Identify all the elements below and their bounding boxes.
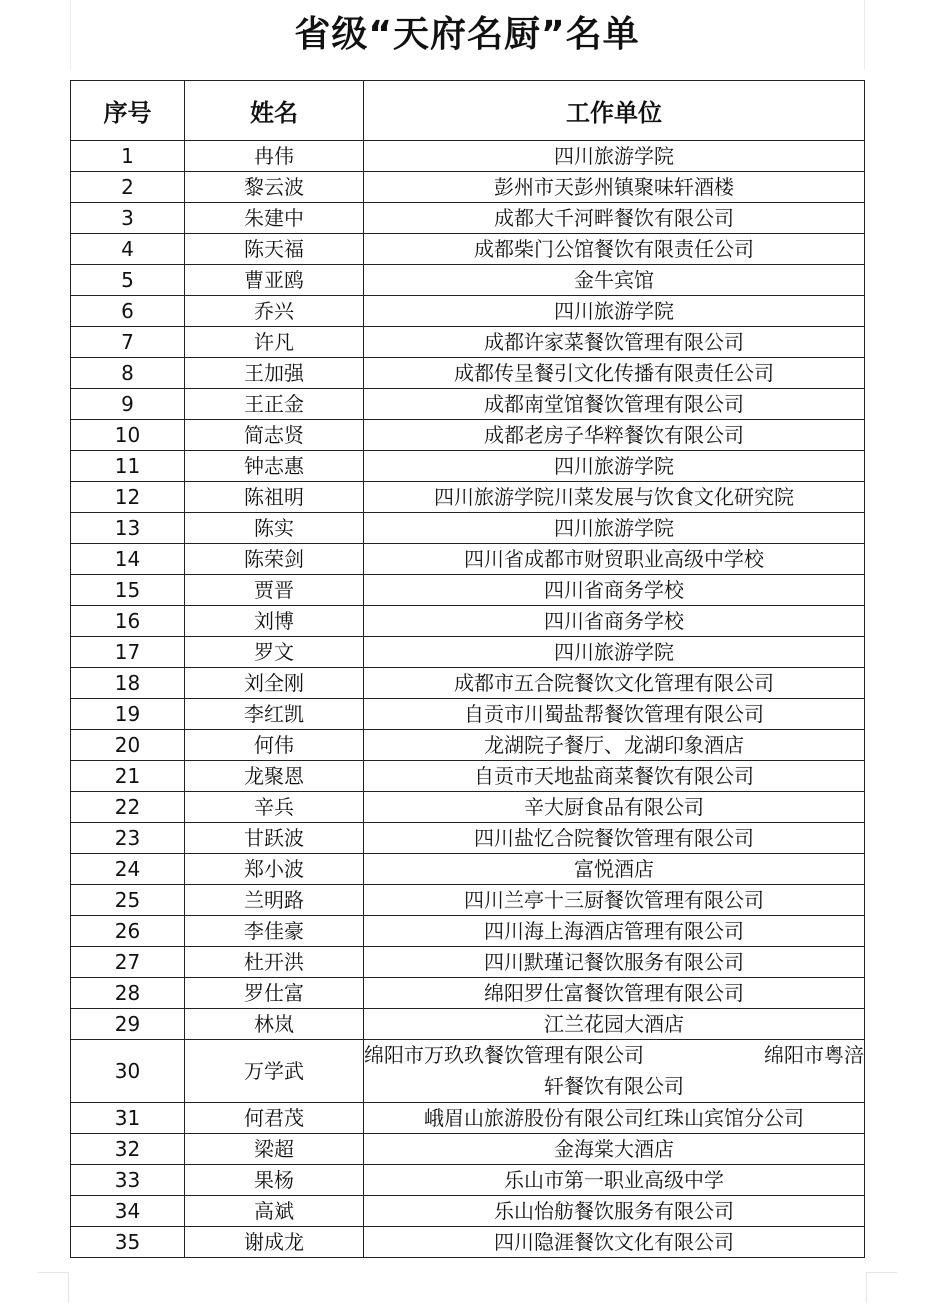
cell-name: 陈天福 bbox=[185, 234, 364, 265]
cell-name: 罗文 bbox=[185, 637, 364, 668]
roster-table-container bbox=[70, 80, 864, 1258]
cell-work-unit: 成都市五合院餐饮文化管理有限公司 bbox=[364, 668, 865, 699]
cell-name: 冉伟 bbox=[185, 141, 364, 172]
cell-work-unit: 绵阳罗仕富餐饮管理有限公司 bbox=[364, 978, 865, 1009]
table-row bbox=[71, 265, 865, 296]
header-number: 序号 bbox=[71, 81, 185, 141]
cell-name: 黎云波 bbox=[185, 172, 364, 203]
table-row bbox=[71, 358, 865, 389]
cell-work-unit: 彭州市天彭州镇聚味轩酒楼 bbox=[364, 172, 865, 203]
table-header-row bbox=[71, 81, 865, 141]
table-row bbox=[71, 1103, 865, 1134]
cell-name: 贾晋 bbox=[185, 575, 364, 606]
cell-number: 16 bbox=[71, 606, 185, 637]
cell-work-unit: 峨眉山旅游股份有限公司红珠山宾馆分公司 bbox=[364, 1103, 865, 1134]
cell-number: 22 bbox=[71, 792, 185, 823]
cell-work-unit: 龙湖院子餐厅、龙湖印象酒店 bbox=[364, 730, 865, 761]
table-row bbox=[71, 1040, 865, 1103]
table-row bbox=[71, 947, 865, 978]
cell-work-unit: 江兰花园大酒店 bbox=[364, 1009, 865, 1040]
table-row bbox=[71, 637, 865, 668]
cell-work-unit: 四川旅游学院 bbox=[364, 513, 865, 544]
cell-number: 32 bbox=[71, 1134, 185, 1165]
table-row bbox=[71, 327, 865, 358]
table-row bbox=[71, 513, 865, 544]
cell-work-unit: 乐山怡舫餐饮服务有限公司 bbox=[364, 1196, 865, 1227]
cell-number: 5 bbox=[71, 265, 185, 296]
cell-work-unit: 四川兰亭十三厨餐饮管理有限公司 bbox=[364, 885, 865, 916]
cell-name: 陈实 bbox=[185, 513, 364, 544]
table-row bbox=[71, 203, 865, 234]
cell-name: 钟志惠 bbox=[185, 451, 364, 482]
cell-name: 高斌 bbox=[185, 1196, 364, 1227]
cell-name: 朱建中 bbox=[185, 203, 364, 234]
cell-number: 23 bbox=[71, 823, 185, 854]
cell-number: 4 bbox=[71, 234, 185, 265]
cell-work-unit: 乐山市第一职业高级中学 bbox=[364, 1165, 865, 1196]
cell-work-unit: 成都南堂馆餐饮管理有限公司 bbox=[364, 389, 865, 420]
table-row bbox=[71, 978, 865, 1009]
cell-name: 甘跃波 bbox=[185, 823, 364, 854]
cell-number: 33 bbox=[71, 1165, 185, 1196]
cell-number: 17 bbox=[71, 637, 185, 668]
table-row bbox=[71, 482, 865, 513]
cell-work-unit: 四川省商务学校 bbox=[364, 575, 865, 606]
cell-number: 3 bbox=[71, 203, 185, 234]
crop-mark-bottom-left bbox=[38, 1272, 69, 1303]
table-row bbox=[71, 916, 865, 947]
cell-number: 7 bbox=[71, 327, 185, 358]
cell-name: 龙聚恩 bbox=[185, 761, 364, 792]
cell-number: 19 bbox=[71, 699, 185, 730]
table-row bbox=[71, 792, 865, 823]
table-row bbox=[71, 606, 865, 637]
cell-number: 29 bbox=[71, 1009, 185, 1040]
cell-name: 罗仕富 bbox=[185, 978, 364, 1009]
table-row bbox=[71, 451, 865, 482]
cell-name: 梁超 bbox=[185, 1134, 364, 1165]
table-row bbox=[71, 1227, 865, 1258]
cell-work-unit: 成都大千河畔餐饮有限公司 bbox=[364, 203, 865, 234]
table-row bbox=[71, 1196, 865, 1227]
cell-number: 15 bbox=[71, 575, 185, 606]
table-row bbox=[71, 1134, 865, 1165]
cell-name: 兰明路 bbox=[185, 885, 364, 916]
cell-number: 2 bbox=[71, 172, 185, 203]
cell-work-unit: 四川旅游学院 bbox=[364, 296, 865, 327]
table-row bbox=[71, 575, 865, 606]
cell-number: 24 bbox=[71, 854, 185, 885]
table-row bbox=[71, 761, 865, 792]
cell-work-unit: 四川省成都市财贸职业高级中学校 bbox=[364, 544, 865, 575]
cell-number: 27 bbox=[71, 947, 185, 978]
crop-mark-bottom-right bbox=[866, 1272, 897, 1303]
cell-name: 果杨 bbox=[185, 1165, 364, 1196]
cell-work-unit: 金海棠大酒店 bbox=[364, 1134, 865, 1165]
table-row bbox=[71, 668, 865, 699]
cell-work-unit: 成都传呈餐引文化传播有限责任公司 bbox=[364, 358, 865, 389]
cell-name: 陈祖明 bbox=[185, 482, 364, 513]
cell-number: 21 bbox=[71, 761, 185, 792]
cell-work-unit: 四川隐涯餐饮文化有限公司 bbox=[364, 1227, 865, 1258]
cell-name: 乔兴 bbox=[185, 296, 364, 327]
cell-number: 31 bbox=[71, 1103, 185, 1134]
cell-work-unit: 四川默瑾记餐饮服务有限公司 bbox=[364, 947, 865, 978]
cell-name: 陈荣剑 bbox=[185, 544, 364, 575]
cell-work-unit: 四川盐忆合院餐饮管理有限公司 bbox=[364, 823, 865, 854]
page-title: 省级“天府名厨”名单 bbox=[294, 14, 640, 55]
cell-work-unit: 成都老房子华粹餐饮有限公司 bbox=[364, 420, 865, 451]
cell-work-unit: 自贡市川蜀盐帮餐饮管理有限公司 bbox=[364, 699, 865, 730]
cell-name: 许凡 bbox=[185, 327, 364, 358]
table-row bbox=[71, 141, 865, 172]
cell-number: 28 bbox=[71, 978, 185, 1009]
cell-number: 12 bbox=[71, 482, 185, 513]
cell-name: 刘全刚 bbox=[185, 668, 364, 699]
cell-name: 王加强 bbox=[185, 358, 364, 389]
cell-work-unit: 四川海上海酒店管理有限公司 bbox=[364, 916, 865, 947]
cell-name: 杜开洪 bbox=[185, 947, 364, 978]
cell-number: 10 bbox=[71, 420, 185, 451]
cell-number: 8 bbox=[71, 358, 185, 389]
table-row bbox=[71, 172, 865, 203]
cell-name: 万学武 bbox=[185, 1040, 364, 1103]
cell-name: 王正金 bbox=[185, 389, 364, 420]
table-row bbox=[71, 389, 865, 420]
cell-number: 35 bbox=[71, 1227, 185, 1258]
cell-name: 辛兵 bbox=[185, 792, 364, 823]
cell-name: 刘博 bbox=[185, 606, 364, 637]
cell-work-unit: 四川旅游学院 bbox=[364, 451, 865, 482]
cell-number: 14 bbox=[71, 544, 185, 575]
cell-name: 简志贤 bbox=[185, 420, 364, 451]
cell-number: 18 bbox=[71, 668, 185, 699]
cell-work-unit: 四川旅游学院川菜发展与饮食文化研究院 bbox=[364, 482, 865, 513]
cell-work-unit: 四川旅游学院 bbox=[364, 141, 865, 172]
cell-number: 9 bbox=[71, 389, 185, 420]
cell-name: 林岚 bbox=[185, 1009, 364, 1040]
table-row bbox=[71, 823, 865, 854]
header-name: 姓名 bbox=[185, 81, 364, 141]
table-row bbox=[71, 854, 865, 885]
roster-table bbox=[70, 80, 865, 1258]
cell-name: 谢成龙 bbox=[185, 1227, 364, 1258]
cell-name: 李佳豪 bbox=[185, 916, 364, 947]
cell-number: 25 bbox=[71, 885, 185, 916]
cell-work-unit: 富悦酒店 bbox=[364, 854, 865, 885]
cell-number: 6 bbox=[71, 296, 185, 327]
table-body bbox=[71, 141, 865, 1258]
table-row bbox=[71, 1009, 865, 1040]
cell-work-unit: 成都柴门公馆餐饮有限责任公司 bbox=[364, 234, 865, 265]
header-work-unit: 工作单位 bbox=[364, 81, 865, 141]
cell-work-unit: 四川省商务学校 bbox=[364, 606, 865, 637]
cell-number: 26 bbox=[71, 916, 185, 947]
cell-work-unit: 成都许家菜餐饮管理有限公司 bbox=[364, 327, 865, 358]
cell-work-unit: 自贡市天地盐商菜餐饮有限公司 bbox=[364, 761, 865, 792]
table-row bbox=[71, 1165, 865, 1196]
cell-name: 李红凯 bbox=[185, 699, 364, 730]
cell-number: 11 bbox=[71, 451, 185, 482]
cell-work-unit: 金牛宾馆 bbox=[364, 265, 865, 296]
cell-number: 34 bbox=[71, 1196, 185, 1227]
cell-name: 曹亚鸥 bbox=[185, 265, 364, 296]
table-row bbox=[71, 234, 865, 265]
table-row bbox=[71, 544, 865, 575]
cell-name: 郑小波 bbox=[185, 854, 364, 885]
table-row bbox=[71, 730, 865, 761]
table-row bbox=[71, 699, 865, 730]
cell-number: 30 bbox=[71, 1040, 185, 1103]
cell-work-unit: 绵阳市万玖玖餐饮管理有限公司 绵阳市粤涪轩餐饮有限公司 bbox=[364, 1040, 865, 1103]
table-row bbox=[71, 296, 865, 327]
table-row bbox=[71, 420, 865, 451]
cell-number: 1 bbox=[71, 141, 185, 172]
cell-work-unit: 辛大厨食品有限公司 bbox=[364, 792, 865, 823]
cell-name: 何君茂 bbox=[185, 1103, 364, 1134]
cell-number: 13 bbox=[71, 513, 185, 544]
table-row bbox=[71, 885, 865, 916]
cell-number: 20 bbox=[71, 730, 185, 761]
cell-name: 何伟 bbox=[185, 730, 364, 761]
cell-work-unit: 四川旅游学院 bbox=[364, 637, 865, 668]
